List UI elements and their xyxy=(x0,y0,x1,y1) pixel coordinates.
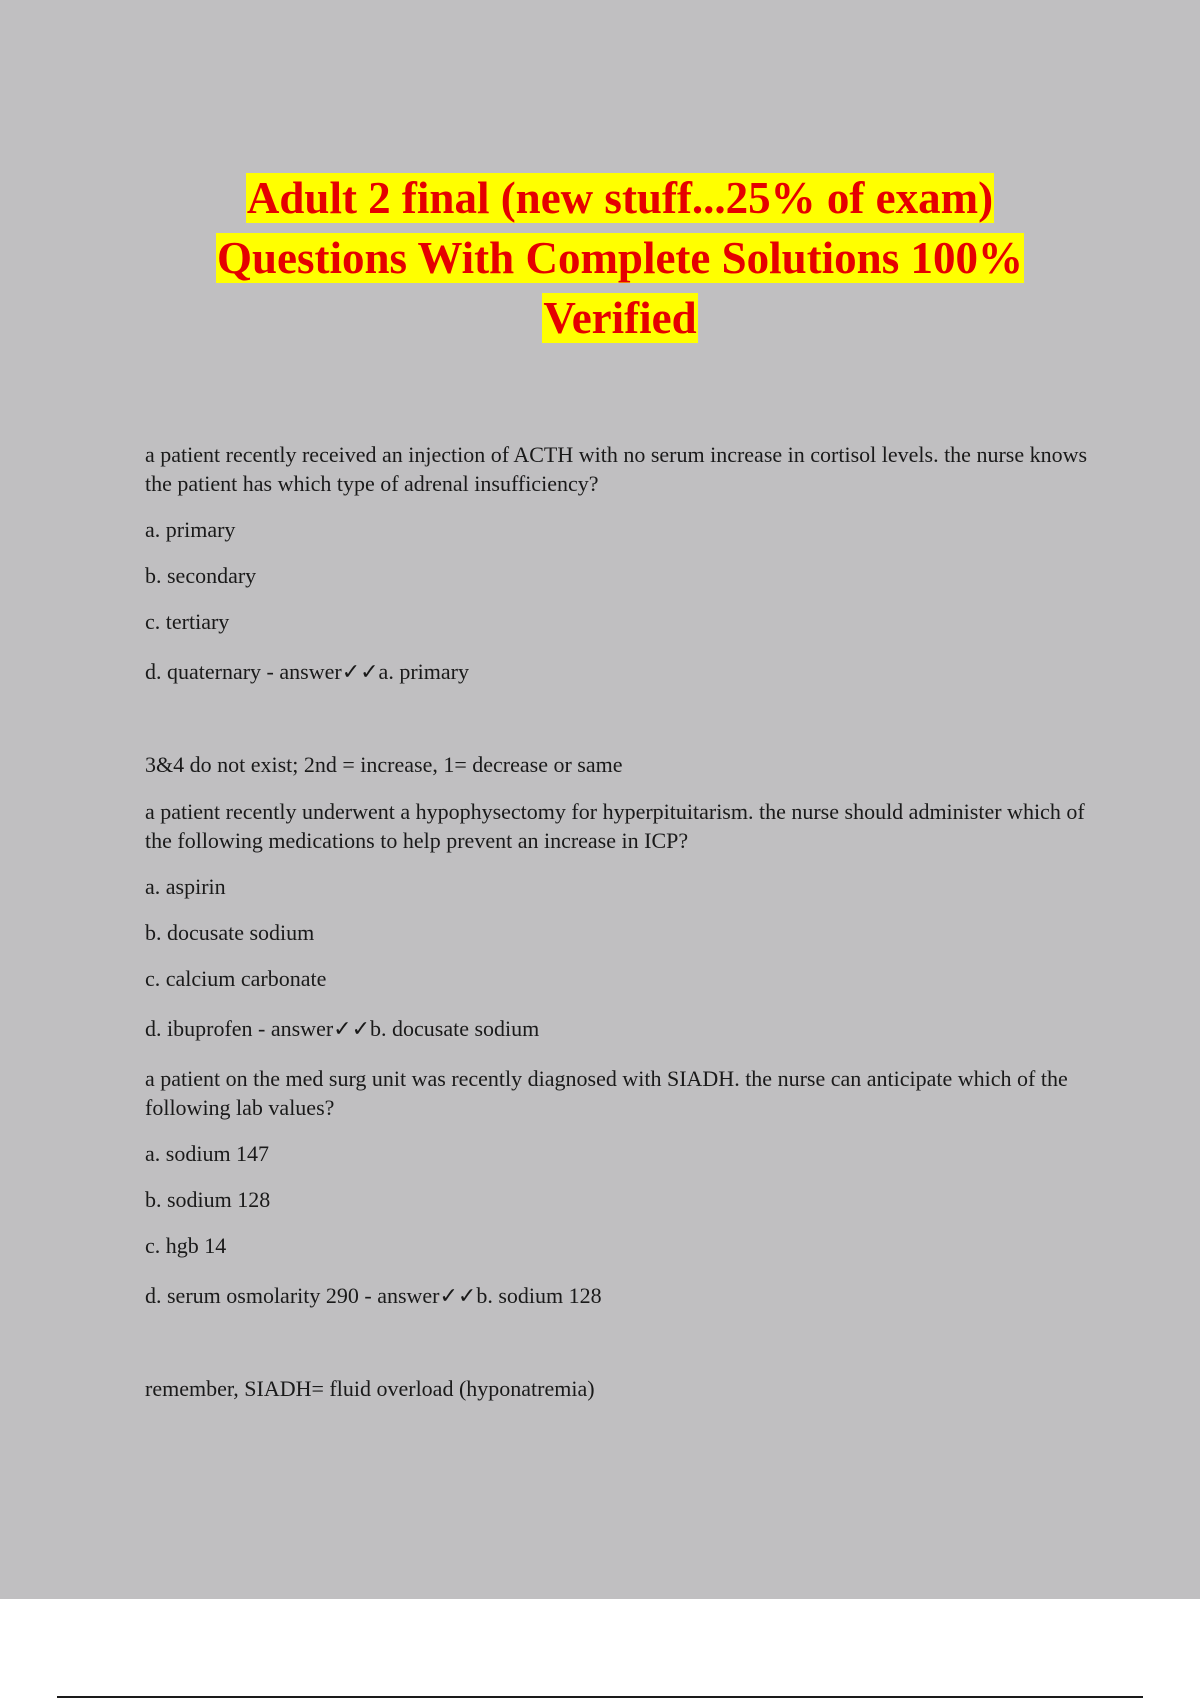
question-2-option-a: a. aspirin xyxy=(145,874,226,899)
question-2-option-c: c. calcium carbonate xyxy=(145,966,327,991)
question-3-answer: d. serum osmolarity 290 - answer✓✓b. sodium 128 xyxy=(145,1283,602,1308)
question-1-option-b: b. secondary xyxy=(145,563,257,588)
title-line-1: Adult 2 final (new stuff...25% of exam) xyxy=(246,173,994,223)
question-3-option-b: b. sodium 128 xyxy=(145,1187,271,1212)
question-3-option-a: a. sodium 147 xyxy=(145,1141,270,1166)
question-1-option-c: c. tertiary xyxy=(145,609,230,634)
question-1-stem: a patient recently received an injection of ACTH with no serum increase in cortisol levels. the nurse knows the patient has which type of adrenal insufficiency? xyxy=(145,442,1088,496)
question-3-stem: a patient on the med surg unit was recently diagnosed with SIADH. the nurse can anticipate which of the following lab values? xyxy=(145,1066,1068,1120)
question-3-note: remember, SIADH= fluid overload (hyponatremia) xyxy=(145,1376,595,1401)
document-body xyxy=(145,440,1105,1403)
footer-divider xyxy=(57,1696,1143,1698)
question-2-stem: a patient recently underwent a hypophysectomy for hyperpituitarism. the nurse should administer which of the following medications to help prevent an increase in ICP? xyxy=(145,799,1085,853)
question-1-option-a: a. primary xyxy=(145,517,236,542)
document-title xyxy=(120,168,1120,348)
question-1-note: 3&4 do not exist; 2nd = increase, 1= decrease or same xyxy=(145,752,623,777)
title-line-2: Questions With Complete Solutions 100% xyxy=(217,233,1023,283)
question-2-answer: d. ibuprofen - answer✓✓b. docusate sodium xyxy=(145,1016,540,1041)
question-1-answer: d. quaternary - answer✓✓a. primary xyxy=(145,659,469,684)
question-3-option-c: c. hgb 14 xyxy=(145,1233,227,1258)
question-2-option-b: b. docusate sodium xyxy=(145,920,315,945)
title-line-3: Verified xyxy=(543,293,697,343)
